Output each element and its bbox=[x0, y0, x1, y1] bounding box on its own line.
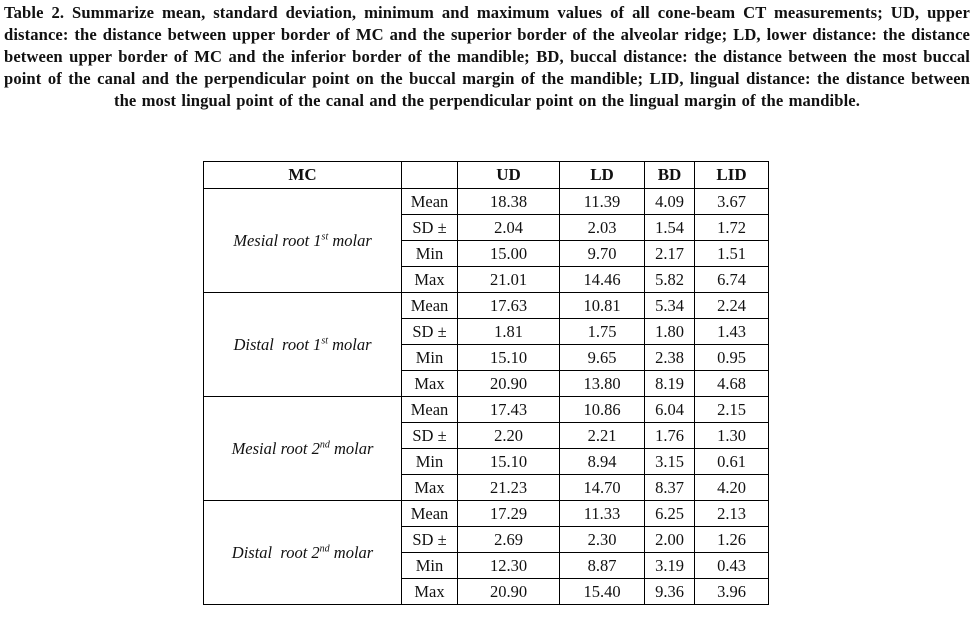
value-cell-ud: 12.30 bbox=[458, 553, 560, 579]
value-cell-ud: 2.20 bbox=[458, 423, 560, 449]
stat-label: Mean bbox=[402, 501, 458, 527]
value-cell-lid: 3.96 bbox=[695, 579, 769, 605]
value-cell-ld: 2.03 bbox=[560, 215, 645, 241]
value-cell-lid: 3.67 bbox=[695, 189, 769, 215]
value-cell-ud: 15.10 bbox=[458, 449, 560, 475]
stat-label: Min bbox=[402, 449, 458, 475]
stat-label: Max bbox=[402, 267, 458, 293]
value-cell-bd: 6.04 bbox=[645, 397, 695, 423]
value-cell-ld: 9.70 bbox=[560, 241, 645, 267]
measurements-table bbox=[203, 161, 769, 605]
value-cell-bd: 3.15 bbox=[645, 449, 695, 475]
ordinal-suffix: nd bbox=[319, 543, 330, 554]
header-ud: UD bbox=[458, 162, 560, 189]
value-cell-ld: 14.70 bbox=[560, 475, 645, 501]
value-cell-lid: 1.51 bbox=[695, 241, 769, 267]
value-cell-bd: 9.36 bbox=[645, 579, 695, 605]
value-cell-ld: 11.39 bbox=[560, 189, 645, 215]
root-group-label bbox=[204, 293, 402, 397]
molar-label-text: molar bbox=[329, 438, 374, 458]
value-cell-lid: 1.30 bbox=[695, 423, 769, 449]
value-cell-lid: 1.26 bbox=[695, 527, 769, 553]
stat-label: Max bbox=[402, 371, 458, 397]
value-cell-ud: 20.90 bbox=[458, 579, 560, 605]
header-ld: LD bbox=[560, 162, 645, 189]
table-row bbox=[204, 293, 769, 319]
value-cell-ud: 21.23 bbox=[458, 475, 560, 501]
value-cell-lid: 0.61 bbox=[695, 449, 769, 475]
value-cell-ld: 11.33 bbox=[560, 501, 645, 527]
value-cell-ud: 15.10 bbox=[458, 345, 560, 371]
stat-label: SD ± bbox=[402, 527, 458, 553]
value-cell-bd: 2.17 bbox=[645, 241, 695, 267]
stat-label: Min bbox=[402, 345, 458, 371]
value-cell-bd: 5.34 bbox=[645, 293, 695, 319]
value-cell-bd: 1.54 bbox=[645, 215, 695, 241]
value-cell-ud: 21.01 bbox=[458, 267, 560, 293]
stat-label: Max bbox=[402, 579, 458, 605]
header-row bbox=[204, 162, 769, 189]
value-cell-bd: 2.00 bbox=[645, 527, 695, 553]
value-cell-bd: 5.82 bbox=[645, 267, 695, 293]
value-cell-bd: 4.09 bbox=[645, 189, 695, 215]
value-cell-lid: 2.24 bbox=[695, 293, 769, 319]
table-row bbox=[204, 501, 769, 527]
value-cell-lid: 6.74 bbox=[695, 267, 769, 293]
value-cell-lid: 1.43 bbox=[695, 319, 769, 345]
stat-label: Max bbox=[402, 475, 458, 501]
value-cell-lid: 0.95 bbox=[695, 345, 769, 371]
header-lid: LID bbox=[695, 162, 769, 189]
value-cell-bd: 8.19 bbox=[645, 371, 695, 397]
value-cell-ud: 2.69 bbox=[458, 527, 560, 553]
root-group-label bbox=[204, 397, 402, 501]
value-cell-ud: 1.81 bbox=[458, 319, 560, 345]
table-row bbox=[204, 397, 769, 423]
table-header bbox=[204, 162, 769, 189]
ordinal-suffix: st bbox=[321, 231, 329, 242]
value-cell-ld: 15.40 bbox=[560, 579, 645, 605]
value-cell-ld: 9.65 bbox=[560, 345, 645, 371]
stat-label: Mean bbox=[402, 293, 458, 319]
root-group-label bbox=[204, 501, 402, 605]
value-cell-bd: 1.76 bbox=[645, 423, 695, 449]
value-cell-bd: 8.37 bbox=[645, 475, 695, 501]
value-cell-ud: 20.90 bbox=[458, 371, 560, 397]
table-body bbox=[204, 189, 769, 605]
value-cell-bd: 6.25 bbox=[645, 501, 695, 527]
stat-label: Min bbox=[402, 553, 458, 579]
stat-label: Min bbox=[402, 241, 458, 267]
value-cell-lid: 2.15 bbox=[695, 397, 769, 423]
value-cell-ld: 1.75 bbox=[560, 319, 645, 345]
value-cell-lid: 2.13 bbox=[695, 501, 769, 527]
stat-label: SD ± bbox=[402, 215, 458, 241]
root-label-text: Mesial root 1 bbox=[233, 230, 322, 250]
value-cell-lid: 4.20 bbox=[695, 475, 769, 501]
stat-label: Mean bbox=[402, 397, 458, 423]
value-cell-ld: 10.81 bbox=[560, 293, 645, 319]
stat-label: Mean bbox=[402, 189, 458, 215]
value-cell-ld: 2.30 bbox=[560, 527, 645, 553]
value-cell-ud: 15.00 bbox=[458, 241, 560, 267]
value-cell-bd: 3.19 bbox=[645, 553, 695, 579]
value-cell-ld: 14.46 bbox=[560, 267, 645, 293]
root-label-text: Mesial root 2 bbox=[231, 438, 320, 458]
root-group-label bbox=[204, 189, 402, 293]
value-cell-ld: 2.21 bbox=[560, 423, 645, 449]
value-cell-lid: 0.43 bbox=[695, 553, 769, 579]
table-caption: Table 2. Summarize mean, standard deviation, minimum and maximum values of all cone-beam CT measurements; UD, upper distance: the distance between upper border of MC and the superior border of the alveolar ridge; LD, lower distance: the distance between upper border of MC and the inferior border of the mandible; BD, buccal distance: the distance between the most buccal point of the canal and the perpendicular point on the buccal margin of the mandible; LID, lingual distance: the distance between the most lingual point of the canal and the perpendicular point on the lingual margin of the mandible. bbox=[4, 3, 970, 110]
stat-label: SD ± bbox=[402, 423, 458, 449]
value-cell-ld: 8.94 bbox=[560, 449, 645, 475]
value-cell-ud: 2.04 bbox=[458, 215, 560, 241]
root-label-text: Distal root 1 bbox=[233, 334, 322, 354]
header-stat bbox=[402, 162, 458, 189]
value-cell-ud: 18.38 bbox=[458, 189, 560, 215]
value-cell-ud: 17.29 bbox=[458, 501, 560, 527]
value-cell-ud: 17.63 bbox=[458, 293, 560, 319]
value-cell-ld: 13.80 bbox=[560, 371, 645, 397]
molar-label-text: molar bbox=[327, 334, 372, 354]
value-cell-bd: 1.80 bbox=[645, 319, 695, 345]
value-cell-ud: 17.43 bbox=[458, 397, 560, 423]
molar-label-text: molar bbox=[329, 542, 374, 562]
header-mc: MC bbox=[204, 162, 402, 189]
stat-label: SD ± bbox=[402, 319, 458, 345]
table-row bbox=[204, 189, 769, 215]
value-cell-bd: 2.38 bbox=[645, 345, 695, 371]
value-cell-lid: 4.68 bbox=[695, 371, 769, 397]
molar-label-text: molar bbox=[328, 230, 372, 250]
value-cell-lid: 1.72 bbox=[695, 215, 769, 241]
root-label-text: Distal root 2 bbox=[231, 542, 320, 562]
header-bd: BD bbox=[645, 162, 695, 189]
value-cell-ld: 8.87 bbox=[560, 553, 645, 579]
ordinal-suffix: nd bbox=[319, 439, 330, 450]
value-cell-ld: 10.86 bbox=[560, 397, 645, 423]
ordinal-suffix: st bbox=[321, 335, 328, 346]
